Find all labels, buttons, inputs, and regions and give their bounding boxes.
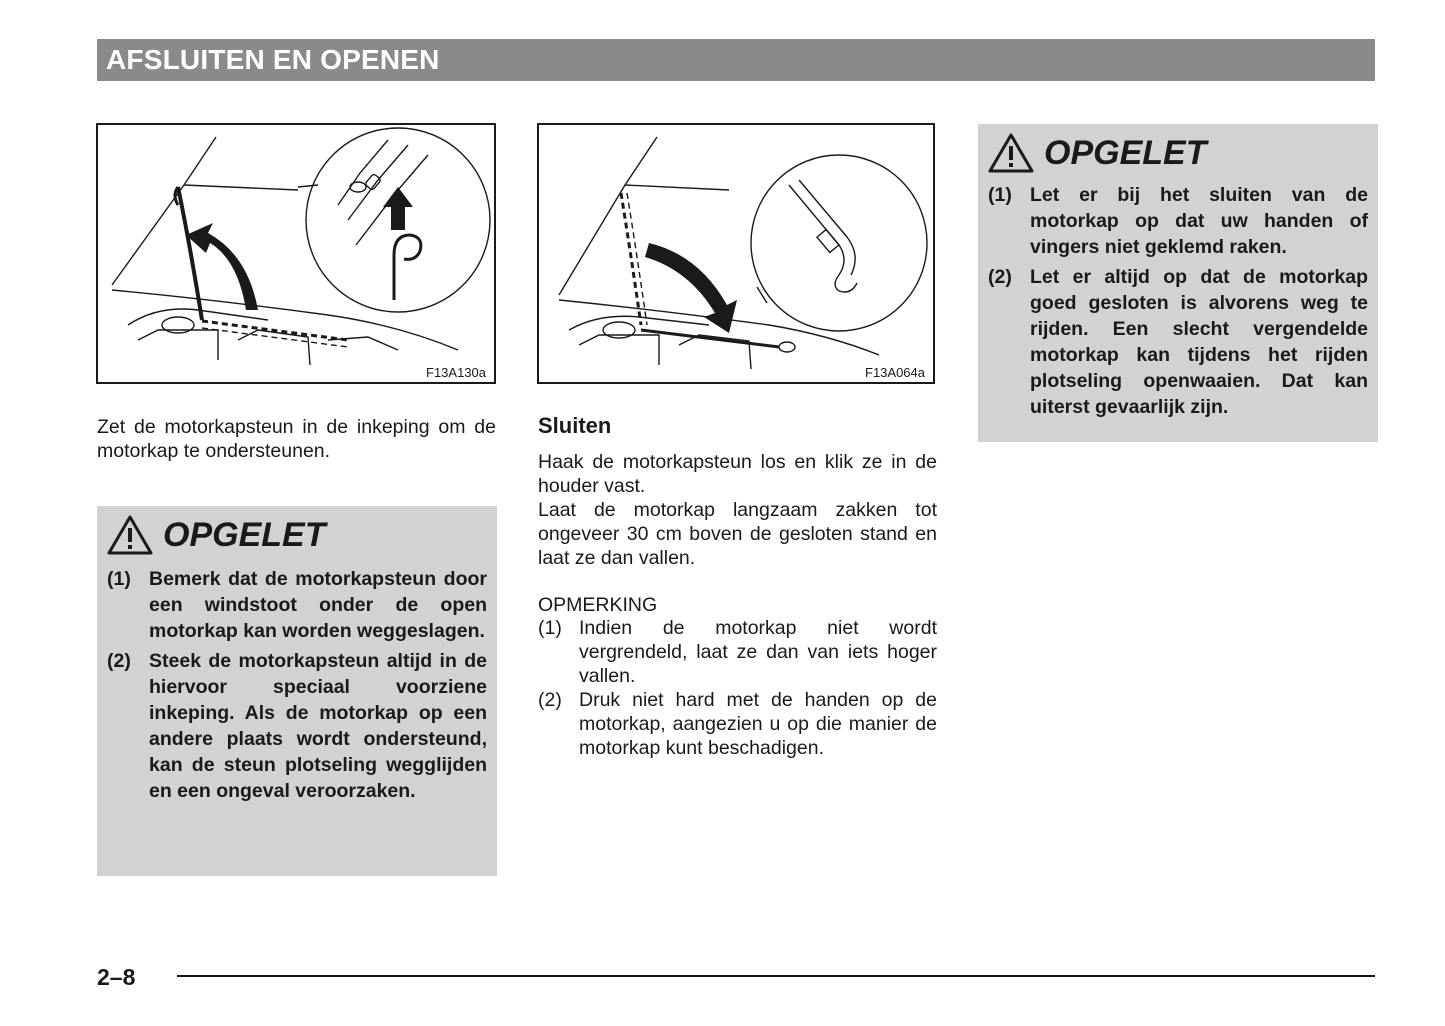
warning-triangle-icon [107,514,153,556]
caution-header [988,132,1206,174]
caution-item-number: (1) [988,184,1012,206]
note-list [538,616,937,760]
caution-title: OPGELET [163,515,326,554]
section-heading-sluiten: Sluiten [538,413,612,438]
warning-triangle-icon [988,132,1034,174]
note-item [538,616,937,688]
note-item-number: (2) [538,689,562,711]
caution-item-text: Let er bij het sluiten van de motorkap op dat uw handen of vingers niet geklemd raken. [1030,184,1368,258]
caution-item-text: Let er altijd op dat de motorkap goed gesloten is alvorens weg te rijden. Een slecht vergendelde motorkap kan tijdens het rijden plotseling openwaaien. Dat kan uiterst gevaarlijk zijn. [1030,266,1368,418]
caution-item [988,264,1368,420]
note-item-number: (1) [538,617,562,639]
note-item [538,688,937,760]
note-item-text: Druk niet hard met de handen op de motorkap, aangezien u op die manier de motorkap kunt beschadigen. [579,689,937,759]
hood-support-close-illustration [539,125,933,382]
caution-item-number: (2) [107,650,131,672]
caution-item-text: Bemerk dat de motorkapsteun door een windstoot onder de open motorkap kan worden weggeslagen. [149,568,487,642]
figure-code: F13A130a [426,365,486,380]
hood-support-open-illustration [98,125,494,382]
page-number: 2–8 [97,964,136,990]
caution-item [988,182,1368,260]
caution-box-left [97,506,497,876]
caution-item-number: (1) [107,568,131,590]
note-item-text: Indien de motorkap niet wordt vergrendeld, laat ze dan van iets hoger vallen. [579,617,937,687]
hood-support-instruction: Zet de motorkapsteun in de inkeping om de motorkap te ondersteunen. [97,416,496,462]
caution-item-number: (2) [988,266,1012,288]
section-title: AFSLUITEN EN OPENEN [106,44,440,75]
caution-title: OPGELET [1044,133,1207,172]
closing-paragraph-1: Haak de motorkapsteun los en klik ze in de houder vast. [538,451,937,497]
caution-list [107,566,487,808]
figure-hood-support-open [96,123,496,384]
caution-item-text: Steek de motorkapsteun altijd in de hiervoor speciaal voorziene inkeping. Als de motorkap op een andere plaats wordt ondersteund, kan de steun plotseling wegglijden en een ongeval veroorzaken. [149,650,487,802]
figure-hood-support-close [537,123,935,384]
caution-item [107,566,487,644]
note-label: OPMERKING [538,594,658,616]
section-header-bar [97,39,1375,81]
caution-item [107,648,487,804]
caution-box-right [978,124,1378,442]
caution-list [988,182,1368,424]
figure-code: F13A064a [865,365,925,380]
footer-rule [177,975,1375,977]
caution-header [107,514,325,556]
closing-paragraph-2: Laat de motorkap langzaam zakken tot ongeveer 30 cm boven de gesloten stand en laat ze dan vallen. [538,499,937,569]
